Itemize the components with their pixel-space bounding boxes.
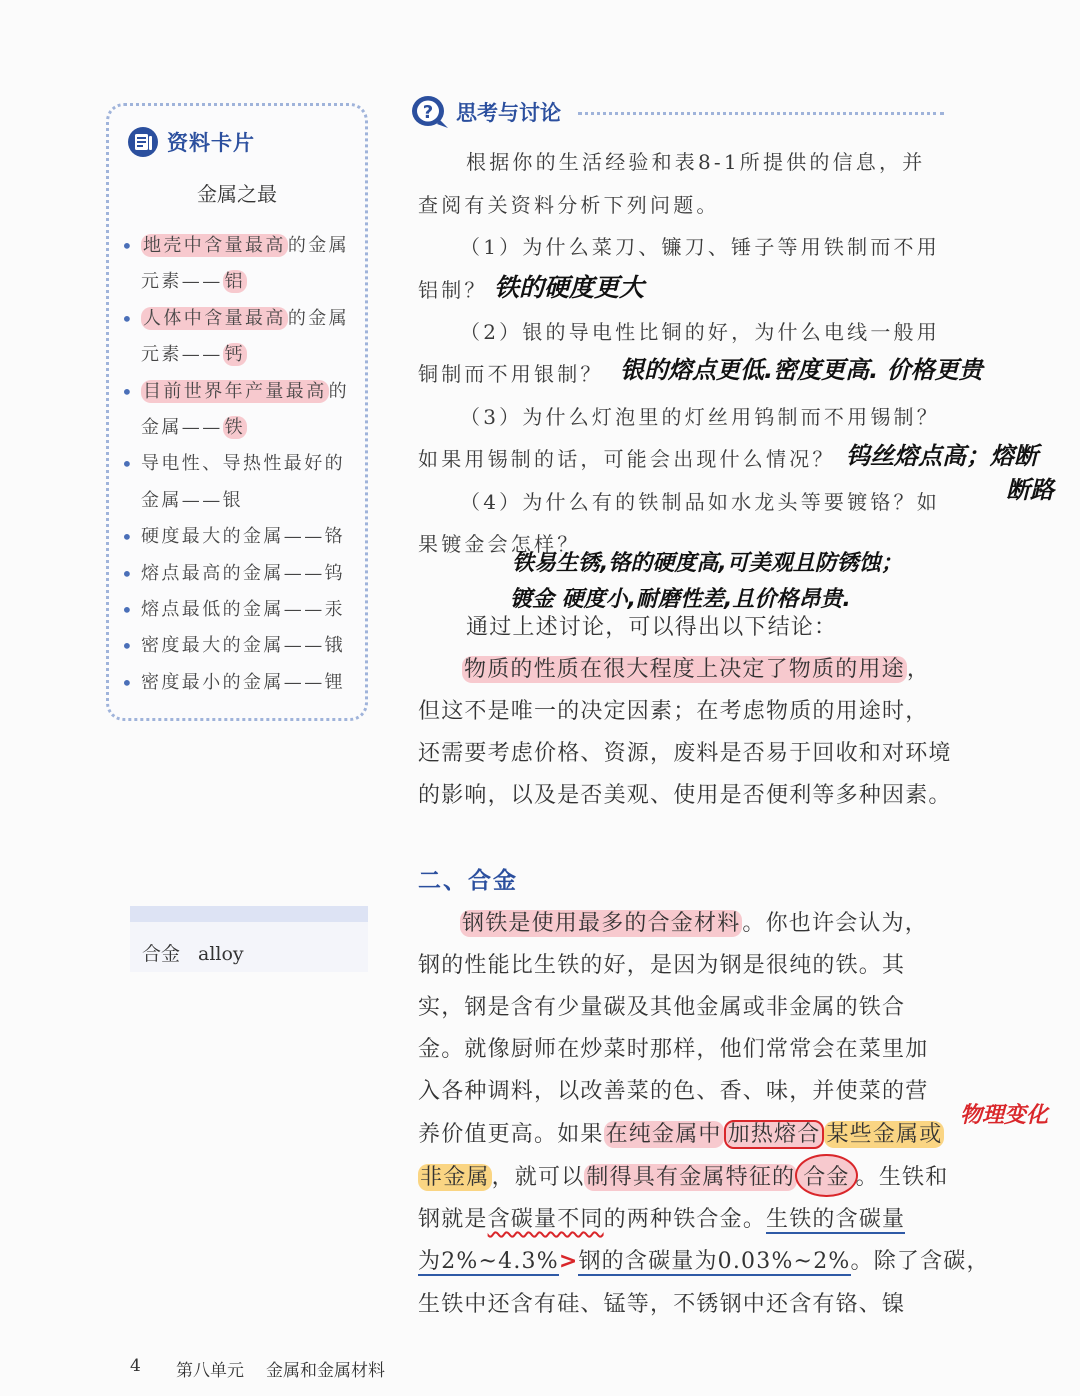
underline: 为2%~4.3% [418,1249,559,1274]
dotted-divider [578,112,944,115]
item-text: 金属——银 [141,489,243,511]
question-3: （3）为什么灯泡里的灯丝用钨制而不用锡制？ [460,405,940,429]
item-text: 元素—— [141,271,223,293]
alloy-line [418,1244,990,1275]
highlight: 目前世界年产量最高 [143,380,327,402]
alloy-line [418,1117,944,1148]
metal-records-list [119,228,359,701]
list-item [119,374,359,447]
document-icon [127,126,159,158]
card-header [127,126,255,158]
alloy-line: 钢的性能比生铁的好，是因为钢是很纯的铁。其 [418,953,906,978]
conclusion-line [462,652,930,683]
alloy-line [418,1160,948,1191]
item-text: 的金属 [287,307,350,329]
highlight: 非金属 [420,1165,490,1190]
info-card [106,103,368,721]
alloy-line: 入各种调料，以改善菜的色、香、味，并使菜的营 [418,1079,929,1104]
item-text: • 密度最小的金属——锂 [141,671,345,693]
list-item [119,665,359,701]
list-item [119,228,359,301]
item-text: 的金属 [287,235,350,256]
question-2-cont: 铜制而不用银制？ [418,362,604,386]
alloy-line [418,1202,905,1233]
text: 钢就是 [418,1207,488,1232]
conclusion-intro: 通过上述讨论，可以得出以下结论： [466,615,838,640]
text: 养价值更高。如果 [418,1122,604,1147]
question-bubble-icon [410,94,450,130]
wavy-underline: 含碳量不同 [487,1207,604,1232]
handwritten-answer-3-cont: 断路 [1006,476,1054,504]
page-number: 4 [130,1356,141,1376]
highlight: 在纯金属中 [605,1122,722,1147]
handwritten-answer-4-cont: 镀金 硬度小,耐磨性差,且价格昂贵. [510,587,851,612]
text: 。除了含碳， [850,1249,990,1274]
highlight: 某些金属或 [826,1122,943,1147]
underline: 生铁的含碳量 [766,1207,906,1232]
highlight: 制得具有金属特征的 [586,1165,796,1190]
text: ， [906,657,931,682]
item-text: • 硬度最大的金属——铬 [141,526,345,548]
glossary-bar [130,906,368,922]
question-1-cont: 铝制？ [418,278,488,302]
handwritten-answer-1: 铁的硬度更大 [494,273,645,302]
alloy-line [460,906,928,937]
glossary-zh: 合金 [142,943,181,965]
svg-text:?: ? [422,102,434,123]
handwritten-note: 物理变化 [960,1103,1049,1128]
intro-line: 根据你的生活经验和表8-1所提供的信息，并 [466,150,926,174]
list-item [119,628,359,664]
conclusion-line: 但这不是唯一的决定因素；在考虑物质的用途时， [418,699,929,724]
list-item [119,446,359,519]
boxed-highlight: 加热熔合 [724,1120,825,1149]
glossary-box [130,906,368,972]
list-item [119,592,359,628]
item-text: 的 [328,380,350,402]
card-heading: 金属之最 [197,182,277,206]
glossary-term [142,939,244,966]
highlight: 铁 [224,417,246,439]
text: ，就可以 [491,1165,585,1190]
discussion-title: 思考与讨论 [456,101,561,125]
underline: 钢的含碳量为0.03%~2% [578,1249,851,1274]
text: 。生铁和 [855,1165,949,1190]
footer-topic: 金属和金属材料 [266,1361,385,1381]
intro-line: 查阅有关资料分析下列问题。 [418,193,720,217]
circled-word: 合金 [795,1154,857,1197]
question-3-cont: 如果用锡制的话，可能会出现什么情况？ [418,447,836,471]
handwritten-answer-2: 银的熔点更低.密度更高. 价格更贵 [620,356,983,384]
question-4: （4）为什么有的铁制品如水龙头等要镀铬？如 [460,490,940,514]
section-title: 二、合金 [418,868,518,894]
greater-than-mark: > [558,1249,579,1274]
conclusion-line: 还需要考虑价格、资源，废料是否易于回收和对环境 [418,741,952,766]
item-text: • 导电性、导热性最好的 [141,453,345,475]
glossary-en: alloy [198,943,244,965]
highlight: 钢铁是使用最多的合金材料 [462,911,741,936]
handwritten-answer-3: 钨丝熔点高；熔断 [846,442,1038,470]
question-4-cont: 果镀金会怎样？ [418,532,581,556]
highlight: 地壳中含量最高 [143,235,286,256]
text: 的两种铁合金。 [603,1207,767,1232]
alloy-line: 实，钢是含有少量碳及其他金属或非金属的铁合 [418,995,906,1020]
highlight: 人体中含量最高 [143,307,286,329]
highlight: 铝 [224,271,246,293]
card-title: 资料卡片 [167,131,255,155]
highlight: 物质的性质在很大程度上决定了物质的用途 [464,657,905,682]
item-text: • 熔点最高的金属——钨 [141,562,345,584]
item-text: 金属—— [141,417,223,439]
question-1: （1）为什么菜刀、镰刀、锤子等用铁制而不用 [460,235,940,259]
text: 。你也许会认为， [742,911,929,936]
highlight: 钙 [224,344,246,366]
footer-unit: 第八单元 [176,1361,244,1381]
question-2: （2）银的导电性比铜的好，为什么电线一般用 [460,320,940,344]
list-item [119,301,359,374]
item-text: 元素—— [141,344,223,366]
list-item [119,519,359,555]
alloy-line: 生铁中还含有硅、锰等，不锈钢中还含有铬、镍 [418,1292,906,1317]
handwritten-answer-4: 铁易生锈,铬的硬度高,可美观且防锈蚀； [512,551,903,576]
item-text: • 密度最大的金属——锇 [141,635,345,657]
list-item [119,556,359,592]
conclusion-line: 的影响，以及是否美观、使用是否便利等多种因素。 [418,783,952,808]
item-text: • 熔点最低的金属——汞 [141,599,345,621]
discussion-header [410,94,561,130]
alloy-line: 金。就像厨师在炒菜时那样，他们常常会在菜里加 [418,1037,929,1062]
